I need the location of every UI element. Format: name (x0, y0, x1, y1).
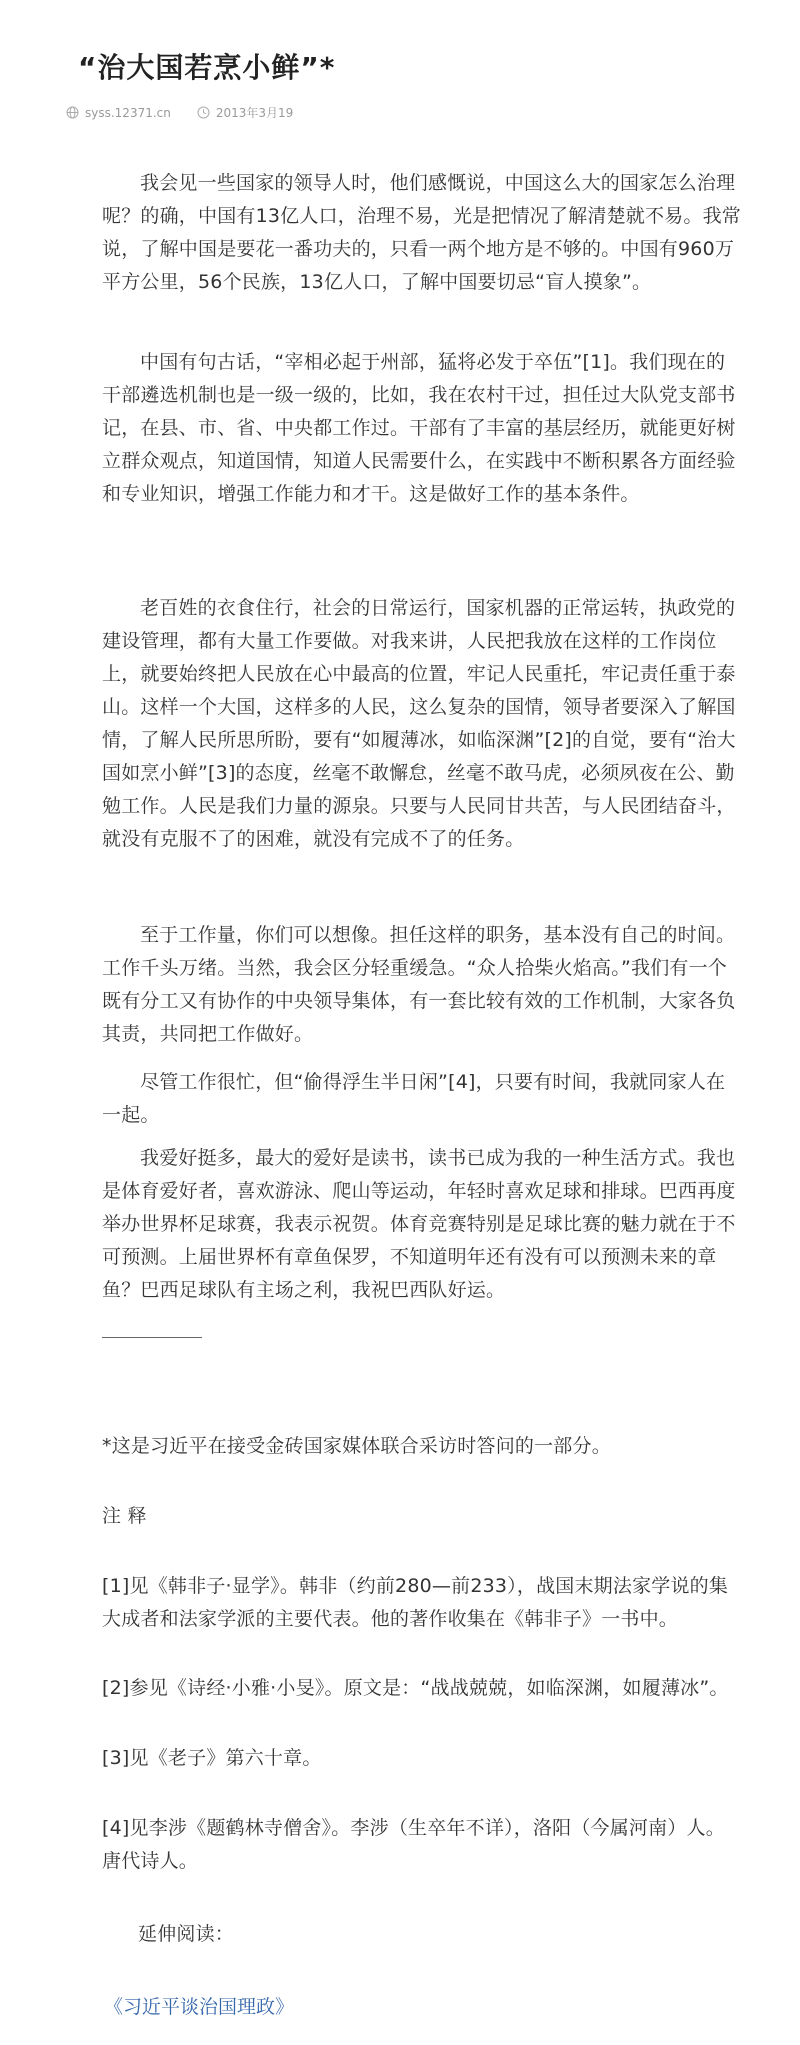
globe-icon (66, 106, 79, 119)
note-1: [1]见《韩非子·显学》。韩非（约前280—前233），战国末期法家学说的集大成者和法家学派的主要代表。他的著作收集在《韩非子》一书中。 (102, 1575, 729, 1630)
notes-heading: 注 释 (102, 1505, 147, 1527)
paragraph-4: 至于工作量，你们可以想像。担任这样的职务，基本没有自己的时间。工作千头万绪。当然，我会区分轻重缓急。“众人拾柴火焰高。”我们有一个既有分工又有协作的中央领导集体，有一套比较有效的工作机制，大家各负其责，共同把工作做好。 (102, 924, 736, 1045)
further-reading-label: 延伸阅读： (138, 1923, 235, 1945)
note-4: [4]见李涉《题鹤林寺僧舍》。李涉（生卒年不详），洛阳（今属河南）人。唐代诗人。 (102, 1817, 725, 1872)
footnote-divider (102, 1337, 202, 1338)
meta-source (66, 106, 171, 120)
paragraph-2: 中国有句古话，“宰相必起于州部，猛将必发于卒伍”[1]。我们现在的干部遴选机制也是一级一级的，比如，我在农村干过，担任过大队党支部书记，在县、市、省、中央都工作过。干部有了丰富的基层经历，就能更好树立群众观点，知道国情，知道人民需要什么，在实践中不断积累各方面经验和专业知识，增强工作能力和才干。这是做好工作的基本条件。 (102, 351, 736, 505)
date-text: 2013年3月19 (215, 106, 294, 120)
note-3: [3]见《老子》第六十章。 (102, 1747, 322, 1769)
article-title: “治大国若烹小鲜”* (78, 51, 336, 84)
paragraph-1: 我会见一些国家的领导人时，他们感慨说，中国这么大的国家怎么治理呢？的确，中国有13亿人口，治理不易，光是把情况了解清楚就不易。我常说，了解中国是要花一番功夫的，只看一两个地方是不够的。中国有960万平方公里，56个民族，13亿人口，了解中国要切忌“盲人摸象”。 (102, 172, 741, 293)
footnote: *这是习近平在接受金砖国家媒体联合采访时答问的一部分。 (102, 1435, 611, 1457)
article-meta (66, 104, 293, 121)
source-text: syss.12371.cn (85, 105, 171, 120)
paragraph-3: 老百姓的衣食住行，社会的日常运行，国家机器的正常运转，执政党的建设管理，都有大量工作要做。对我来讲，人民把我放在这样的工作岗位上，就要始终把人民放在心中最高的位置，牢记人民重托，牢记责任重于泰山。这样一个大国，这样多的人民，这么复杂的国情，领导者要深入了解国情，了解人民所思所盼，要有“如履薄冰，如临深渊”[2]的自觉，要有“治大国如烹小鲜”[3]的态度，丝毫不敢懈怠，丝毫不敢马虎，必须夙夜在公、勤勉工作。人民是我们力量的源泉。只要与人民同甘共苦，与人民团结奋斗，就没有克服不了的困难，就没有完成不了的任务。 (102, 597, 736, 850)
note-2: [2]参见《诗经·小雅·小旻》。原文是：“战战兢兢，如临深渊，如履薄冰”。 (102, 1677, 729, 1699)
clock-icon (197, 106, 210, 119)
further-reading-link[interactable]: 《习近平谈治国理政》 (104, 1996, 295, 2018)
paragraph-5: 尽管工作很忙，但“偷得浮生半日闲”[4]，只要有时间，我就同家人在一起。 (102, 1071, 726, 1126)
paragraph-6: 我爱好挺多，最大的爱好是读书，读书已成为我的一种生活方式。我也是体育爱好者，喜欢游泳、爬山等运动，年轻时喜欢足球和排球。巴西再度举办世界杯足球赛，我表示祝贺。体育竞赛特别是足球比赛的魅力就在于不可预测。上届世界杯有章鱼保罗，不知道明年还有没有可以预测未来的章鱼？巴西足球队有主场之利，我祝巴西队好运。 (102, 1147, 736, 1301)
meta-date (197, 104, 293, 121)
